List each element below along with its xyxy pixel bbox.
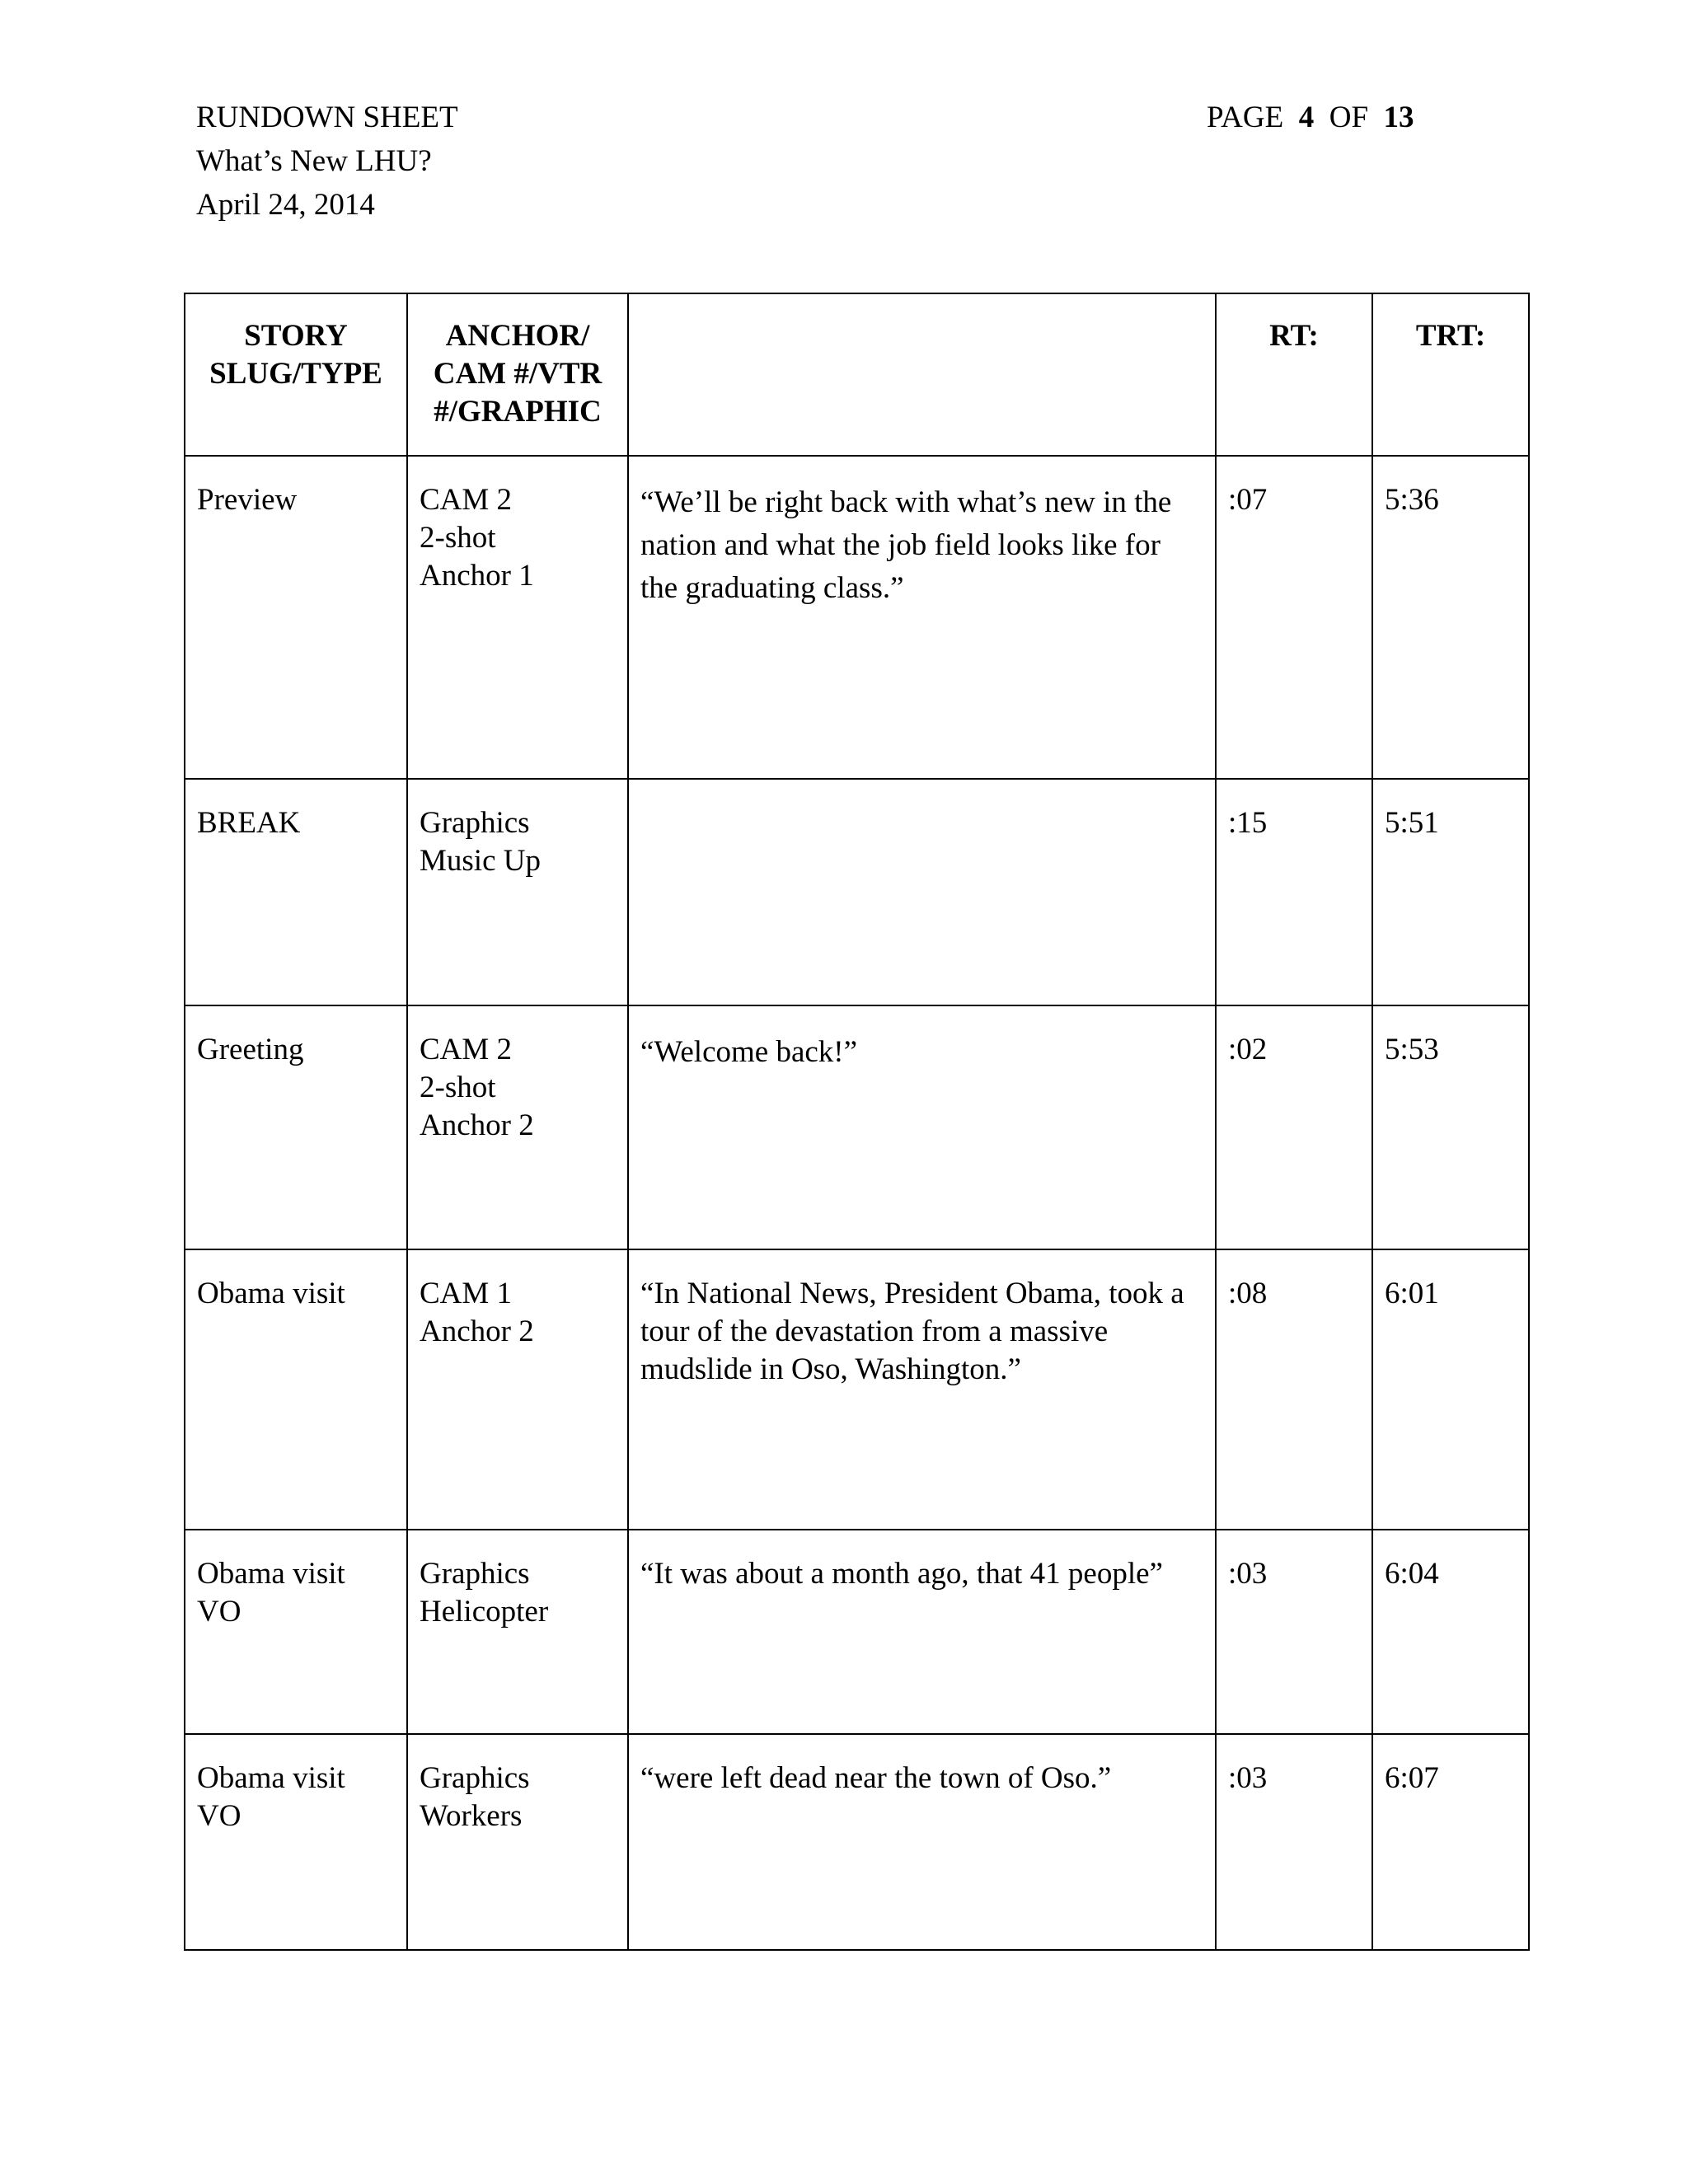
script-cell: “Welcome back!” (628, 1005, 1216, 1249)
document-title: RUNDOWN SHEET (196, 101, 458, 134)
anchor-cell: Graphics Workers (407, 1734, 628, 1950)
anchor-cell: Graphics Helicopter (407, 1530, 628, 1734)
trt-cell: 5:51 (1372, 779, 1529, 1005)
script-cell: “We’ll be right back with what’s new in the nation and what the job field looks like for the graduating class.” (628, 456, 1216, 779)
slug-cell: Obama visit (185, 1249, 407, 1530)
trt-cell: 6:07 (1372, 1734, 1529, 1950)
page-total: 13 (1383, 101, 1414, 134)
table-row (185, 1530, 1529, 1734)
table-row (185, 779, 1529, 1005)
column-header-trt: TRT: (1372, 293, 1529, 456)
anchor-cell: CAM 1 Anchor 2 (407, 1249, 628, 1530)
trt-cell: 5:53 (1372, 1005, 1529, 1249)
column-header-slug: STORY SLUG/TYPE (185, 293, 407, 456)
page-indicator (1207, 96, 1414, 139)
slug-cell: Preview (185, 456, 407, 779)
rt-cell: :07 (1216, 456, 1372, 779)
page-number: 4 (1298, 101, 1315, 134)
anchor-cell: CAM 2 2-shot Anchor 1 (407, 456, 628, 779)
slug-cell: Obama visit VO (185, 1530, 407, 1734)
column-header-rt: RT: (1216, 293, 1372, 456)
slug-cell: Obama visit VO (185, 1734, 407, 1950)
slug-cell: Greeting (185, 1005, 407, 1249)
rt-cell: :02 (1216, 1005, 1372, 1249)
page-of-label: OF (1329, 101, 1369, 134)
show-date: April 24, 2014 (196, 188, 375, 222)
slug-cell: BREAK (185, 779, 407, 1005)
table-row (185, 1734, 1529, 1950)
anchor-cell: CAM 2 2-shot Anchor 2 (407, 1005, 628, 1249)
rt-cell: :15 (1216, 779, 1372, 1005)
column-header-anchor: ANCHOR/ CAM #/VTR #/GRAPHIC (407, 293, 628, 456)
script-cell: “It was about a month ago, that 41 people” (628, 1530, 1216, 1734)
table-row (185, 1249, 1529, 1530)
anchor-cell: Graphics Music Up (407, 779, 628, 1005)
document-header (196, 96, 458, 227)
script-cell: “were left dead near the town of Oso.” (628, 1734, 1216, 1950)
trt-cell: 6:04 (1372, 1530, 1529, 1734)
column-header-script (628, 293, 1216, 456)
table-row (185, 456, 1529, 779)
show-name: What’s New LHU? (196, 144, 432, 178)
script-cell: “In National News, President Obama, took a tour of the devastation from a massive mudslide in Oso, Washington.” (628, 1249, 1216, 1530)
page-label: PAGE (1207, 101, 1284, 134)
header-row (185, 293, 1529, 456)
rt-cell: :08 (1216, 1249, 1372, 1530)
rt-cell: :03 (1216, 1530, 1372, 1734)
rt-cell: :03 (1216, 1734, 1372, 1950)
table-row (185, 1005, 1529, 1249)
trt-cell: 5:36 (1372, 456, 1529, 779)
trt-cell: 6:01 (1372, 1249, 1529, 1530)
script-cell (628, 779, 1216, 1005)
rundown-table (184, 293, 1530, 1951)
